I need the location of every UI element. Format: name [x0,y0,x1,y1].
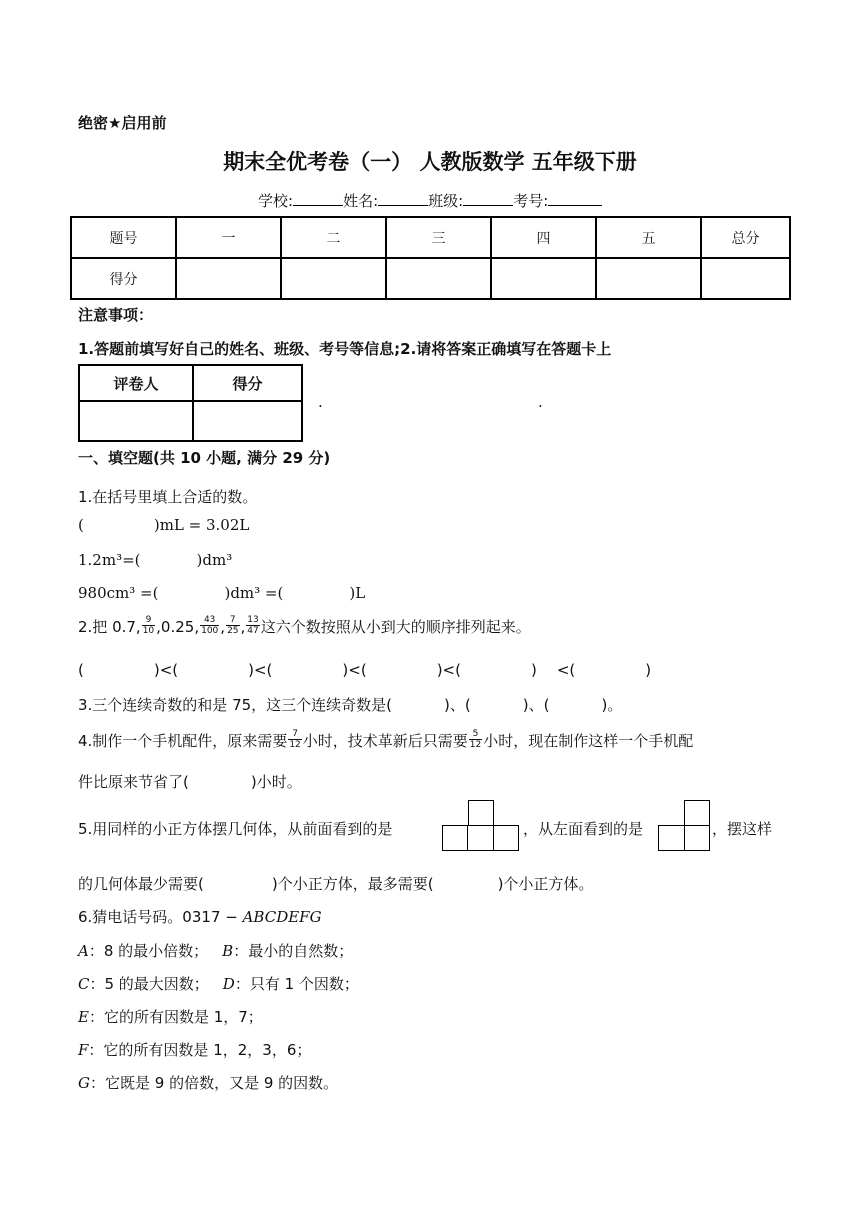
score-table-header-row [71,217,790,258]
q1-line2-text: 1.2m³=( [78,551,141,569]
cube-square [467,825,494,851]
table-cell: 二 [281,217,386,258]
dot-mark: . [538,393,543,411]
score-cell[interactable] [176,258,281,299]
q6-clue-e: E：它的所有因数是 1，7； [78,1008,263,1026]
notice-heading: 注意事项： [78,306,154,324]
q6-phone-letters: ABCDEFG [242,908,322,926]
cube-square [493,825,519,851]
grader-name-cell[interactable] [79,401,193,441]
school-label: 学校: [258,192,294,210]
table-cell: 一 [176,217,281,258]
score-cell[interactable] [491,258,596,299]
info-line [258,190,602,211]
fraction: $\frac{9}{10}$ [142,615,155,636]
q6-clue-ab: A：8 的最小倍数； B：最小的自然数； [78,942,354,960]
q1-line3 [78,584,365,602]
score-table [70,216,791,300]
q2-text: ,0.25, [156,618,200,636]
table-cell: 得分 [71,258,176,299]
table-cell: 总分 [701,217,790,258]
q6-stem [78,906,322,927]
q1-line2 [78,551,232,569]
q4-stem [78,730,693,752]
cube-square [442,825,468,851]
fraction: $\frac{43}{100}$ [201,615,219,636]
dot-mark: . [318,393,323,411]
grader-label: 评卷人 [79,365,193,401]
q1-line3-text: )L [349,584,366,602]
score-cell[interactable] [596,258,701,299]
q5-stem-b: ，从左面看到的是 [523,820,644,838]
q2-stem: 2.把 0.7, $\frac{9}{10}$ ,0.25, $\frac{43}{100}$ , $\frac{7}{25}$ , $\frac{13}{47}$ 这六个数按照从小到大的顺序排列起来。 [78,615,531,636]
cube-square [684,800,710,826]
q1-line3-text: 980cm³ =( [78,584,159,602]
q2-text: 2.把 0.7, [78,618,141,636]
score-cell[interactable] [386,258,491,299]
q5-stem-a: 5.用同样的小正方体摆几何体，从前面看到的是 [78,820,393,838]
q1-line1 [78,516,249,534]
q6-clue-f: F：它的所有因数是 1，2，3，6； [78,1041,312,1059]
q6-clue-cd: C：5 的最大因数； D：只有 1 个因数； [78,975,359,993]
section-heading: 一、填空题(共 10 小题, 满分 29 分) [78,449,331,467]
q5-stem-c: ，摆这样 [712,820,773,838]
fraction: $\frac{7}{25}$ [227,615,239,636]
class-label: 班级: [428,192,464,210]
fraction: $\frac{7}{12}$ [289,729,301,750]
grader-score-cell[interactable] [193,401,302,441]
q4-text: 小时，技术革新后只需要 [302,732,468,750]
score-cell[interactable] [281,258,386,299]
page-title: 期末全优考卷（一） 人教版数学 五年级下册 [223,150,637,174]
q3-text: 3.三个连续奇数的和是 75，这三个连续奇数是( [78,696,393,714]
fraction: $\frac{5}{12}$ [469,729,482,750]
cube-square [684,825,710,851]
q1-line2-text: )dm³ [196,551,233,569]
q1-line3-text: )dm³ =( [224,584,284,602]
cube-square [658,825,685,851]
q2-answer-chain: ( )<( )<( )<( )<( ) <( ) [78,661,652,679]
school-field[interactable] [293,191,343,206]
class-field[interactable] [463,191,513,206]
id-label: 考号: [513,192,549,210]
grader-table [78,364,303,442]
notice-text: 1.答题前填写好自己的姓名、班级、考号等信息;2.请将答案正确填写在答题卡上 [78,340,612,358]
score-table-score-row [71,258,790,299]
q3-stem: 3.三个连续奇数的和是 75，这三个连续奇数是( )、( )、( )。 [78,696,623,714]
table-cell: 三 [386,217,491,258]
q4-text: 4.制作一个手机配件，原来需要 [78,732,288,750]
table-cell: 四 [491,217,596,258]
table-cell: 五 [596,217,701,258]
q4-line2: 件比原来节省了( )小时。 [78,773,302,791]
q6-clue-g: G：它既是 9 的倍数，又是 9 的因数。 [78,1074,339,1092]
fraction: $\frac{13}{47}$ [247,615,259,636]
q1-stem: 1.在括号里填上合适的数。 [78,488,258,506]
q1-line1-text: )mL = 3.02L [153,516,250,534]
q5-line2: 的几何体最少需要( )个小正方体，最多需要( )个小正方体。 [78,875,594,893]
score-cell[interactable] [701,258,790,299]
paren-open: ( [78,516,84,534]
name-field[interactable] [378,191,428,206]
grader-score-label: 得分 [193,365,302,401]
cube-square [468,800,494,826]
q4-text: 小时，现在制作这样一个手机配 [483,732,694,750]
name-label: 姓名: [343,192,379,210]
secret-label: 绝密★启用前 [78,114,167,132]
q6-text: 6.猜电话号码。0317 − [78,908,243,926]
id-field[interactable] [548,191,602,206]
table-cell: 题号 [71,217,176,258]
q2-text: 这六个数按照从小到大的顺序排列起来。 [260,618,531,636]
